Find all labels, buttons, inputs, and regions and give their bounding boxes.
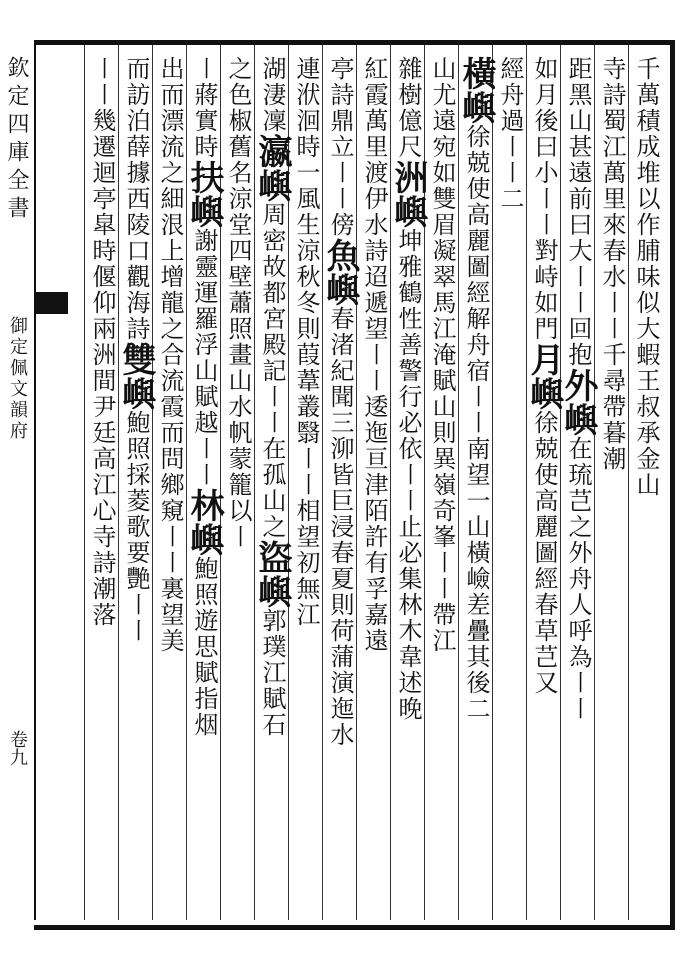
entry-text: 渡伊水詩迢遞望〡〡逶迤亘津陌許有孚嘉遠 [360, 160, 388, 654]
text-column [252, 56, 292, 916]
text-column [388, 56, 428, 916]
text-column [116, 56, 156, 916]
text-column [357, 56, 391, 916]
text-column [629, 56, 663, 916]
entry-text: 鮑照採菱歌要艷〡〡 [122, 410, 150, 644]
text-column [289, 56, 323, 916]
entry-text: 春渚紀聞三泖皆巨浸春夏則荷蒲演迤水 [326, 306, 354, 748]
entry-heading: 洲嶼 [388, 160, 428, 228]
entry-text: 紅霞萬里 [360, 56, 388, 160]
entry-text: 帆蒙籠以〡 [224, 420, 252, 550]
text-column [595, 56, 629, 916]
entry-text: 兩洲間尹廷高江心寺詩潮落 [88, 316, 116, 628]
entry-heading: 月嶼 [524, 342, 564, 410]
entry-heading: 外嶼 [558, 368, 598, 436]
text-column [493, 56, 527, 916]
text-column [558, 56, 598, 916]
entry-text: 千萬積成堆以作脯味似大蝦王叔承金山 [632, 56, 660, 498]
text-column [524, 56, 564, 916]
entry-text: 在琉芑之外舟人呼為〡〡 [564, 436, 592, 722]
entry-text: 霞而問鄉窺〡〡裏望美 [156, 394, 184, 654]
entry-text: 出而漂流 [156, 56, 184, 160]
entry-heading: 雙嶼 [116, 342, 156, 410]
entry-text: 湖淒凜 [258, 56, 286, 134]
entry-text: 山尤遠宛如雙眉凝翠馬江淹賦山則異嶺奇峯〡〡帶江 [428, 56, 456, 654]
entry-heading: 瀛嶼 [252, 134, 292, 202]
entry-heading: 橫嶼 [456, 56, 496, 124]
entry-text: 〡蔣實時 [190, 56, 218, 160]
folio-number: 卷九 [7, 730, 28, 766]
margin-rule [34, 45, 36, 920]
entry-heading: 扶嶼 [184, 160, 224, 228]
entry-text: 徐兢使高麗圖經解舟宿〡〡南望一山橫嶮差疊其後二 [462, 124, 490, 722]
text-column [153, 56, 187, 916]
entry-text: 郭璞江賦石 [258, 608, 286, 738]
entry-text: 鮑照遊思賦指烟 [190, 556, 218, 738]
entry-text: 雜樹億尺 [394, 56, 422, 160]
entry-heading: 林嶼 [184, 488, 224, 556]
entry-text: 周密故都宮殿記〡〡在孤山之 [258, 202, 286, 540]
entry-text: 徐兢使高麗圖經春草芑又 [530, 410, 558, 696]
volume-title: 御定佩文韻府 [7, 316, 28, 442]
text-column [320, 56, 360, 916]
entry-text: 謝靈運羅浮山賦越〡〡 [190, 228, 218, 488]
text-column [184, 56, 224, 916]
entry-text: 椒舊名涼堂四壁蕭照畫山水 [224, 108, 252, 420]
entry-text: 之細泿上增龍之合流 [156, 160, 184, 394]
text-column [456, 56, 496, 916]
entry-text: 坤雅鶴性善警行必依〡〡止必集林木韋述晚 [394, 228, 422, 722]
entry-text: 亭詩鼎立〡〡傍 [326, 56, 354, 238]
book-title: 欽定四庫全書 [4, 56, 29, 224]
entry-heading: 魚嶼 [320, 238, 360, 306]
entry-text: 之色 [224, 56, 252, 108]
text-column [425, 56, 459, 916]
entry-text: 而訪泊薛據西陵口觀海詩 [122, 56, 150, 342]
entry-heading: 盜嶼 [252, 540, 292, 608]
entry-text: 寺詩蜀江萬里來春水〡〡千尋帶暮潮 [598, 56, 626, 472]
entry-text: 如月後曰小〡〡對峙如門 [530, 56, 558, 342]
entry-text: 連洑洄時一 [292, 56, 320, 186]
entry-text: 距黑山甚遠前曰大〡〡回抱 [564, 56, 592, 368]
entry-text: 〡〡幾遷迴亭皐時偃仰 [88, 56, 116, 316]
fish-tail-mark [34, 292, 68, 314]
text-column [85, 56, 119, 916]
entry-text: 經舟過〡〡二 [496, 56, 524, 212]
entry-text: 風生涼秋冬則葭葦叢翳〡〡相望初無江 [292, 186, 320, 628]
text-column [221, 56, 255, 916]
